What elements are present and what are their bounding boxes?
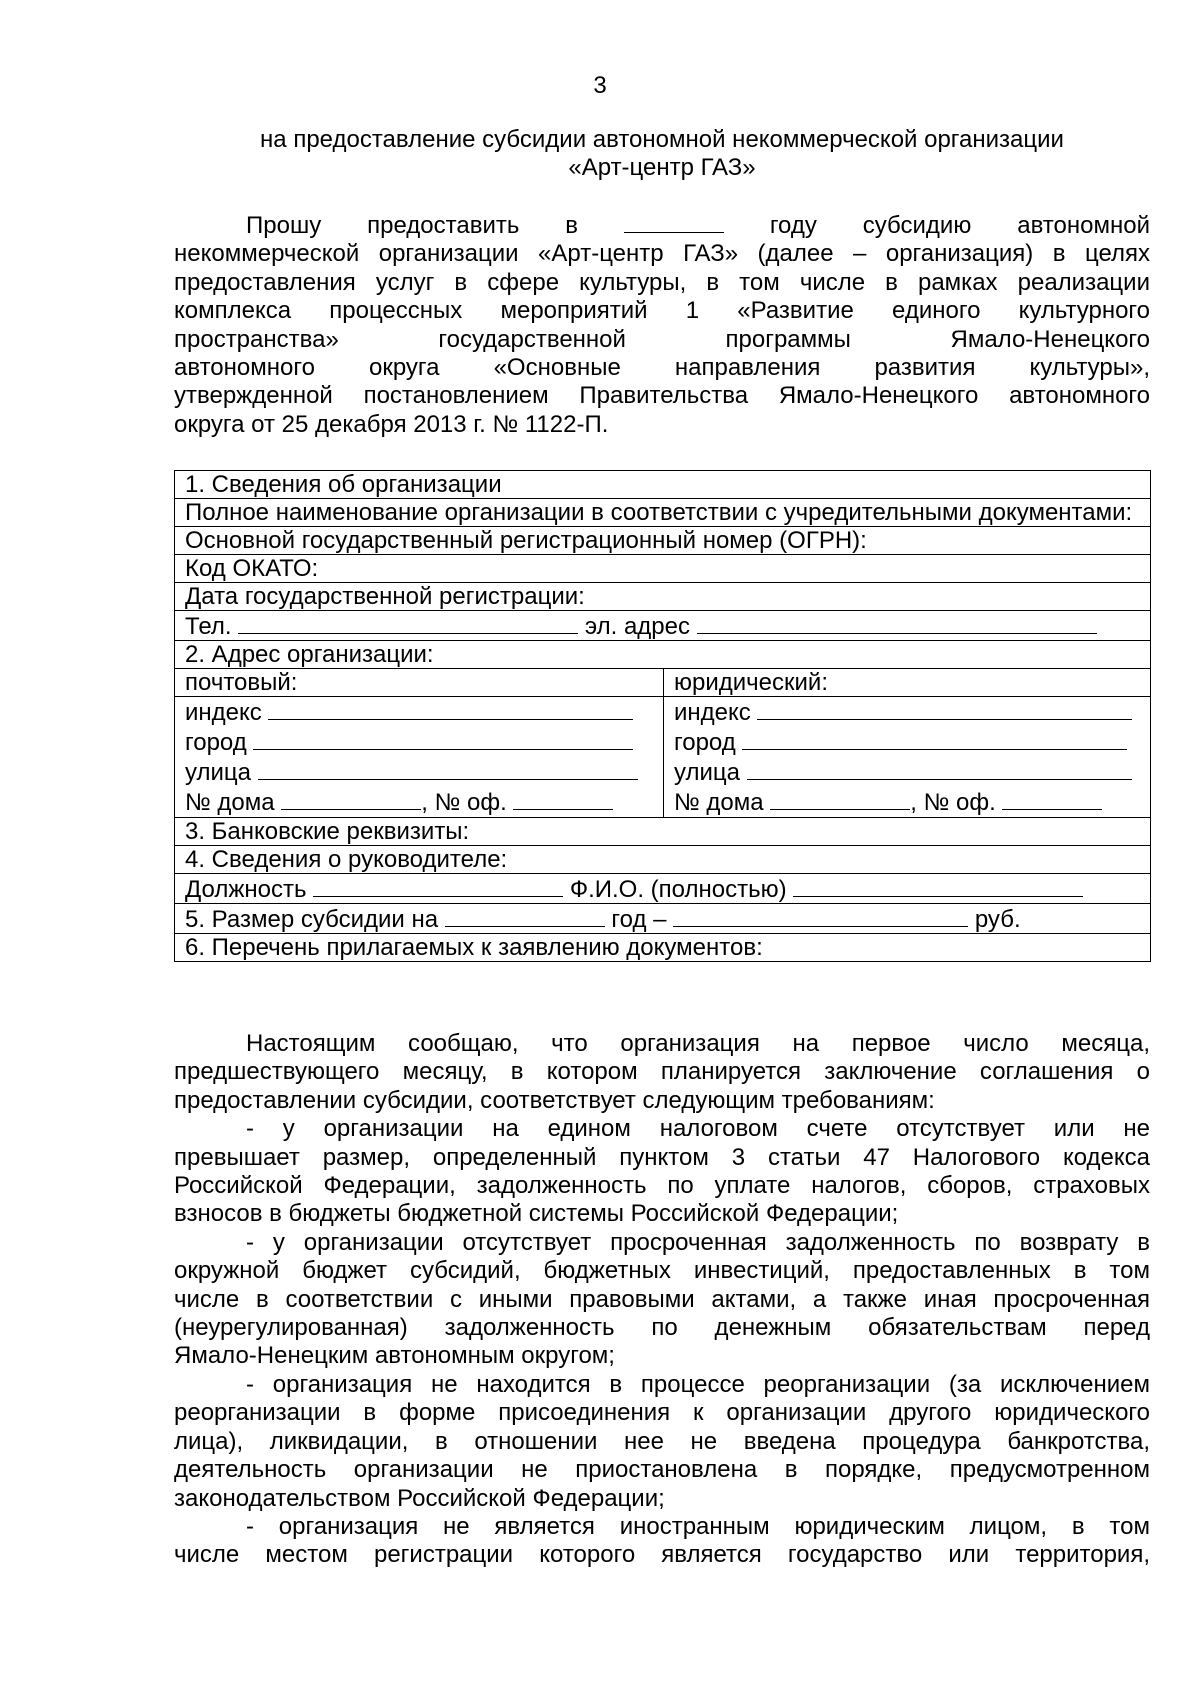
req-p5-line-1: - организация не является иностранным юридическим лицом, в том [246,1512,1150,1540]
intro-line-7: утвержденной постановлением Правительства Ямало-Ненецкого автономного [174,382,1150,410]
postal-index-label: индекс [185,699,262,726]
postal-office-label: , № оф. [421,789,507,816]
req-p1-line-2: предшествующего месяцу, в котором планируется заключение соглашения о [174,1058,1150,1086]
intro-line-4: комплекса процессных мероприятий 1 «Развитие единого культурного [174,297,1150,325]
postal-city-blank[interactable] [253,727,633,750]
postal-address-label: почтовый: [175,669,664,697]
fio-blank[interactable] [793,874,1083,897]
organization-form-table [174,470,1151,962]
intro-line-6: автономного округа «Основные направления развития культуры», [174,354,1150,382]
section-4-heading: 4. Сведения о руководителе: [175,846,1151,874]
reg-date-field[interactable]: Дата государственной регистрации: [175,583,1151,611]
document-heading [174,126,1150,182]
email-label: эл. адрес [584,613,690,640]
intro-line-8: округа от 25 декабря 2013 г. № 1122-П. [174,410,609,438]
req-p3-line-4: (неурегулированная) задолженность по денежным обязательствам перед [174,1314,1150,1342]
intro-line-1: Прошу предоставить в году субсидию автономной [246,212,1150,239]
heading-line-2: «Арт-центр ГАЗ» [568,154,756,181]
legal-street-label: улица [674,759,740,786]
req-p2-line-3: Российской Федерации, задолженность по уплате налогов, сборов, страховых [174,1172,1150,1200]
req-p2-line-2: превышает размер, определенный пунктом 3 статьи 47 Налогового кодекса [174,1143,1150,1171]
ogrn-field[interactable]: Основной государственный регистрационный номер (ОГРН): [175,527,1151,555]
legal-street-blank[interactable] [747,757,1132,780]
email-blank[interactable] [697,611,1097,634]
page-number: 3 [593,72,607,99]
full-name-field[interactable]: Полное наименование организации в соответствии с учредительными документами: [175,499,1151,527]
legal-house-blank[interactable] [770,787,910,810]
intro-paragraph [174,212,1150,439]
section-6-heading: 6. Перечень прилагаемых к заявлению документов: [175,934,1151,962]
section-3-heading: 3. Банковские реквизиты: [175,818,1151,846]
intro-line-2: некоммерческой организации «Арт-центр ГАЗ» (далее – организация) в целях [174,240,1150,268]
tel-label: Тел. [185,613,232,640]
legal-house-label: № дома [674,789,764,816]
position-label: Должность [185,876,307,903]
subsidy-year-label: год – [611,906,667,933]
manager-row [175,874,1151,904]
req-p1-line-3: предоставлении субсидии, соответствует следующим требованиям: [174,1086,935,1114]
tel-blank[interactable] [238,611,578,634]
req-p3-line-1: - у организации отсутствует просроченная задолженность по возврату в [246,1228,1150,1256]
currency-label: руб. [974,906,1021,933]
req-p3-line-2: окружной бюджет субсидий, бюджетных инвестиций, предоставленных в том [174,1257,1150,1285]
legal-city-blank[interactable] [742,727,1127,750]
position-blank[interactable] [313,874,563,897]
legal-address-block [664,697,1151,818]
req-p4-line-3: лица), ликвидации, в отношении нее не введена процедура банкротства, [174,1427,1150,1455]
requirements-section [174,1030,1150,1570]
subsidy-amount-blank[interactable] [673,904,968,927]
postal-street-label: улица [185,759,251,786]
req-p4-line-5: законодательством Российской Федерации; [174,1484,665,1512]
legal-office-blank[interactable] [1002,787,1102,810]
contacts-row [175,611,1151,641]
postal-street-blank[interactable] [258,757,638,780]
intro-line-5: пространства» государственной программы Ямало-Ненецкого [174,325,1150,353]
req-p2-line-1: - у организации на едином налоговом счете отсутствует или не [246,1115,1150,1143]
legal-address-label: юридический: [664,669,1151,697]
req-p3-line-3: числе в соответствии с иными правовыми актами, а также иная просроченная [174,1285,1150,1313]
postal-address-block [175,697,664,818]
legal-city-label: город [674,729,736,756]
intro-line-3: предоставления услуг в сфере культуры, в том числе в рамках реализации [174,268,1150,296]
postal-office-blank[interactable] [513,787,613,810]
year-blank[interactable] [624,214,724,233]
postal-house-label: № дома [185,789,275,816]
req-p5-line-2: числе местом регистрации которого является государство или территория, [174,1541,1150,1569]
subsidy-year-blank[interactable] [445,904,605,927]
heading-line-1: на предоставление субсидии автономной некоммерческой организации [260,126,1064,153]
subsidy-size-row [175,904,1151,934]
postal-index-blank[interactable] [268,697,633,720]
section-2-heading: 2. Адрес организации: [175,641,1151,669]
legal-office-label: , № оф. [910,789,996,816]
req-p2-line-4: взносов в бюджеты бюджетной системы Российской Федерации; [174,1200,899,1228]
okato-field[interactable]: Код ОКАТО: [175,555,1151,583]
subsidy-label: 5. Размер субсидии на [185,906,439,933]
req-p3-line-5: Ямало-Ненецким автономным округом; [174,1342,615,1370]
postal-house-blank[interactable] [281,787,421,810]
postal-city-label: город [185,729,247,756]
fio-label: Ф.И.О. (полностью) [569,876,787,903]
legal-index-blank[interactable] [757,697,1132,720]
req-p4-line-2: реорганизации в форме присоединения к организации другого юридического [174,1399,1150,1427]
req-p4-line-1: - организация не находится в процессе реорганизации (за исключением [246,1370,1150,1398]
section-1-heading: 1. Сведения об организации [175,471,1151,499]
legal-index-label: индекс [674,699,751,726]
req-p1-line-1: Настоящим сообщаю, что организация на первое число месяца, [246,1030,1150,1057]
req-p4-line-4: деятельность организации не приостановлена в порядке, предусмотренном [174,1456,1150,1484]
